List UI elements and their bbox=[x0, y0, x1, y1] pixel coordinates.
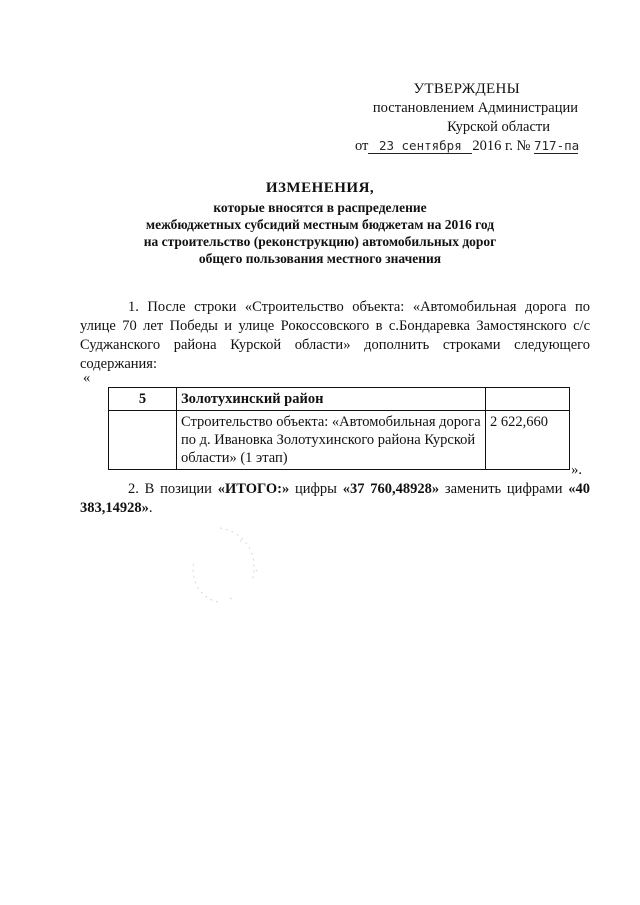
handwritten-number: 717-па bbox=[534, 138, 580, 153]
document-title bbox=[80, 180, 560, 267]
title-main: ИЗМЕНЕНИЯ, bbox=[265, 180, 375, 196]
table-cell-name: Строительство объекта: «Автомобильная дорога по д. Ивановка Золотухинского района Курской области» (1 этап) bbox=[177, 411, 486, 470]
year-text: 2016 г. № bbox=[472, 138, 531, 154]
table-cell-num bbox=[109, 411, 177, 470]
paragraph-2 bbox=[80, 480, 590, 518]
table-row bbox=[109, 411, 570, 470]
table-cell-num: 5 bbox=[109, 388, 177, 411]
table-cell-amount: 2 622,660 bbox=[486, 411, 570, 470]
p2-itogo: «ИТОГО:» bbox=[217, 481, 290, 497]
date-prefix: от bbox=[354, 138, 369, 154]
paragraph-1: 1. После строки «Строительство объекта: «Автомобильная дорога по улице 70 лет Победы и улице Рокоссовского в с.Бондаревка Замостянского с/с Суджанского района Курской области» дополнить строками следующего содержания: bbox=[80, 299, 590, 372]
title-line-4: общего пользования местного значения bbox=[198, 251, 442, 266]
insert-table bbox=[108, 387, 570, 470]
close-quote: ». bbox=[571, 462, 582, 478]
handwritten-date: 23 сентября bbox=[368, 139, 472, 154]
approval-heading: УТВЕРЖДЕНЫ bbox=[413, 81, 520, 97]
title-line-3: на строительство (реконструкцию) автомобильных дорог bbox=[143, 234, 497, 249]
table-cell-name: Золотухинский район bbox=[177, 388, 486, 411]
title-line-1: которые вносятся в распределение bbox=[213, 200, 427, 215]
table-cell-amount bbox=[486, 388, 570, 411]
approval-line-1: постановлением Администрации bbox=[372, 100, 578, 116]
p2-mid: цифры bbox=[289, 481, 343, 497]
approval-line-2: Курской области bbox=[447, 119, 550, 135]
p2-end: . bbox=[148, 500, 153, 516]
open-quote: « bbox=[83, 370, 91, 386]
approval-block bbox=[348, 80, 578, 156]
p2-tail: заменить цифрами bbox=[439, 481, 569, 497]
faint-stamp-mark bbox=[160, 510, 280, 620]
approval-date-line bbox=[348, 137, 578, 156]
p2-new-value: «40 383,14928» bbox=[80, 481, 590, 516]
p2-lead: 2. В позиции bbox=[128, 481, 218, 497]
title-line-2: межбюджетных субсидий местным бюджетам на 2016 год bbox=[145, 217, 495, 232]
table-row bbox=[109, 388, 570, 411]
p2-old-value: «37 760,48928» bbox=[342, 481, 440, 497]
